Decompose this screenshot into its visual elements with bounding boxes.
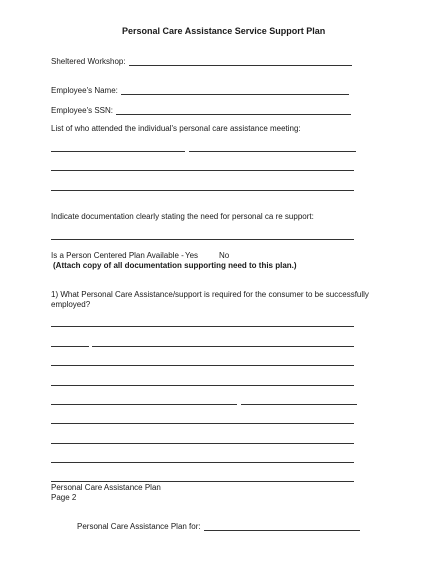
- person-centered-yes-option[interactable]: Yes: [185, 251, 199, 260]
- answer-line[interactable]: [51, 365, 354, 366]
- attendees-line[interactable]: [51, 190, 354, 191]
- answer-line[interactable]: [51, 423, 354, 424]
- question-1-line1: 1) What Personal Care Assistance/support is required for the consumer to be successfully: [51, 290, 369, 299]
- plan-for-line[interactable]: [204, 530, 360, 531]
- documentation-line[interactable]: [51, 239, 354, 240]
- employee-ssn-line[interactable]: [116, 114, 351, 115]
- answer-line[interactable]: [51, 385, 354, 386]
- employee-name-line[interactable]: [121, 94, 349, 95]
- answer-line[interactable]: [92, 346, 354, 347]
- person-centered-no-option[interactable]: No: [219, 251, 230, 260]
- answer-line[interactable]: [51, 443, 354, 444]
- footer-plan-name: Personal Care Assistance Plan: [51, 483, 161, 492]
- sheltered-workshop-label: Sheltered Workshop:: [51, 57, 126, 66]
- plan-for-label: Personal Care Assistance Plan for:: [77, 522, 201, 531]
- attach-note: (Attach copy of all documentation supporting need to this plan.): [53, 261, 297, 270]
- answer-line[interactable]: [51, 346, 89, 347]
- person-centered-question: Is a Person Centered Plan Available -: [51, 251, 184, 260]
- attendees-line[interactable]: [189, 151, 356, 152]
- answer-line[interactable]: [51, 326, 354, 327]
- page-title: Personal Care Assistance Service Support Plan: [122, 26, 326, 36]
- answer-line[interactable]: [51, 481, 354, 482]
- attendees-line[interactable]: [51, 170, 354, 171]
- footer-page-number: Page 2: [51, 493, 77, 502]
- answer-line[interactable]: [51, 462, 354, 463]
- question-1-line2: employed?: [51, 300, 91, 309]
- employee-ssn-label: Employee's SSN:: [51, 106, 113, 115]
- sheltered-workshop-line[interactable]: [129, 65, 352, 66]
- documentation-prompt: Indicate documentation clearly stating the need for personal ca re support:: [51, 212, 314, 221]
- answer-line[interactable]: [241, 404, 357, 405]
- employee-name-label: Employee's Name:: [51, 86, 118, 95]
- attendees-line[interactable]: [51, 151, 185, 152]
- answer-line[interactable]: [51, 404, 237, 405]
- attendees-prompt: List of who attended the individual's personal care assistance meeting:: [51, 124, 301, 133]
